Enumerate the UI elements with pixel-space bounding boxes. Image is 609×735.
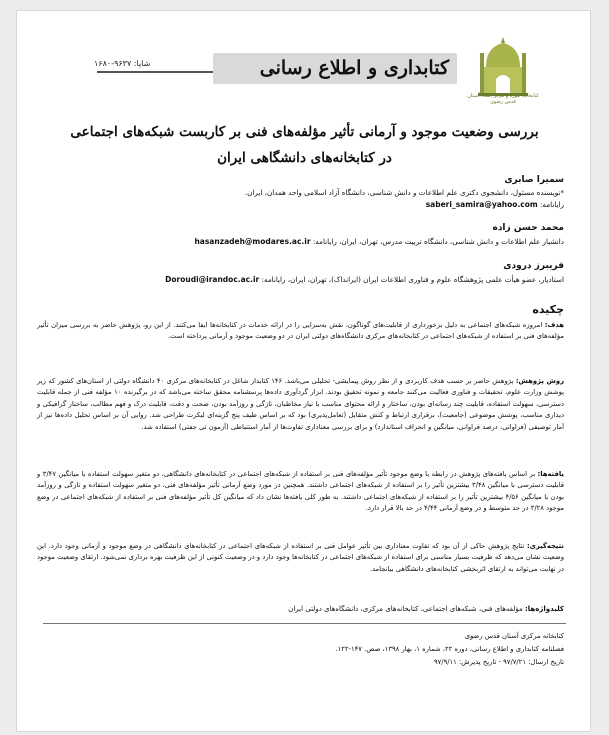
footer-dates: تاریخ ارسال: ۹۷/۷/۲۱ - تاریخ پذیرش: ۹۷/۹/۱۱	[433, 658, 564, 666]
author-1-email-label: رایانامه:	[540, 200, 564, 209]
paper-title-line-1: بررسی وضعیت موجود و آرمانی تأثیر مؤلفه‌های فنی بر کاربست شبکه‌های اجتماعی	[70, 124, 539, 140]
journal-header	[17, 11, 590, 116]
author-1-email-line	[426, 200, 564, 209]
author-2-email[interactable]: hasanzadeh@modares.ac.ir	[194, 237, 311, 246]
footer-publisher: کتابخانه مرکزی آستان قدس رضوی	[464, 632, 564, 640]
footer-divider	[43, 623, 566, 624]
author-2-name: محمد حسن زاده	[492, 223, 564, 233]
paper-page	[16, 10, 591, 732]
abstract-findings	[37, 469, 564, 515]
conclusion-label: نتیجه‌گیری:	[526, 542, 564, 550]
abstract-method	[37, 376, 564, 433]
abstract-heading: چکیده	[532, 303, 564, 316]
journal-banner	[213, 53, 457, 84]
goal-label: هدف:	[544, 321, 564, 329]
goal-text: امروزه شبکه‌های اجتماعی به دلیل برخورداری از قابلیت‌های گوناگون، نقش به‌سزایی را در ارائه خدمات در کتابخانه‌ها ایفا می‌کنند. از این رو، پژوهش حاضر به بررسی میزان تأثیر مؤلفه‌های فنی بر استفاده از شبکه‌های اجتماعی در کتابخانه‌های مرکزی دانشگاه‌های دولتی ایران در دو وضعیت موجود و آرمانی پرداخته است.	[37, 321, 564, 341]
author-2-affiliation: دانشیار علم اطلاعات و دانش شناسی، دانشگاه تربیت مدرس، تهران، ایران، رایانامه:	[312, 237, 564, 246]
author-1-affiliation: *نویسنده مسئول، دانشجوی دکتری علم اطلاعات و دانش شناسی، دانشگاه آزاد اسلامی واحد همدان، ایران.	[244, 188, 564, 197]
keywords-text: مؤلفه‌های فنی، شبکه‌های اجتماعی، کتابخانه‌های مرکزی، دانشگاه‌های دولتی ایران	[288, 605, 523, 613]
banner-rule	[97, 71, 213, 73]
author-3-email[interactable]: Doroudi@irandoc.ac.ir	[165, 275, 260, 284]
findings-label: یافته‌ها:	[537, 470, 564, 478]
author-1-name: سمیرا صابری	[504, 175, 564, 185]
method-label: روش پژوهش:	[515, 377, 564, 385]
keywords-label: کلیدواژه‌ها:	[524, 605, 564, 613]
conclusion-text: نتایج پژوهش حاکی از آن بود که تفاوت معناداری بین تأثیر عوامل فنی بر استفاده از شبکه‌های اجتماعی در کتابخانه‌های دانشگاهی در وضع موجود و آرمانی وجود دارد. این وضعیت نشان می‌دهد که ظرفیت بسیار مناسبی برای استفاده از شبکه‌های اجتماعی در کتابخانه‌ها وجود دارد و در وضعیت کنونی از این ظرفیت بهره برداری نمی‌شود. ارتقای وضعیت موجود در نهایت می‌تواند به ارتقای اثربخشی کتابخانه‌های دانشگاهی بیانجامد.	[37, 542, 564, 573]
author-3-affiliation: استادیار، عضو هیأت علمی پژوهشگاه علوم و فناوری اطلاعات ایران (ایرانداک)، تهران، ایران، رایانامه:	[261, 275, 564, 284]
author-1-email[interactable]: saberi_samira@yahoo.com	[425, 200, 538, 209]
logo-caption: کتابخانه، موزه و مرکز اسناد آستان قدس رضوی	[467, 93, 539, 105]
findings-text: بر اساس یافته‌های پژوهش در رابطه با وضع موجود تأثیر مؤلفه‌های فنی بر استفاده از شبکه‌های اجتماعی در کتابخانه‌های دانشگاهی، دو متغیر سهولت استفاده با میانگین ۳/۴۷ و قابلیت دسترسی با میانگین ۳/۴۸ بیشترین تأثیر را بر استفاده از شبکه‌های اجتماعی داشتند. همچنین در مورد وضع آرمانی تأثیر مؤلفه‌های فنی، دو متغیر سهولت استفاده و تازگی و روزآمد بودن با میانگین ۴/۵۶ بیشترین تأثیر را بر استفاده از شبکه‌های اجتماعی داشتند. به طور کلی یافته‌ها نشان داد که میانگین کل تأثیر مؤلفه‌های فنی بر استفاده از شبکه‌های اجتماعی در وضع موجود ۳/۲۸ در حد متوسط و در وضع آرمانی ۴/۴۴ در حد بالا قرار دارد.	[37, 470, 565, 513]
keywords-line	[288, 605, 564, 613]
abstract-conclusion	[37, 541, 564, 575]
method-text: پژوهش حاضر بر حسب هدف کاربردی و از نظر روش پیمایشی- تحلیلی می‌باشد. ۱۴۶ کتابدار شاغل در کتابخانه‌های مرکزی ۴۰ دانشگاه دولتی از استان‌های کشور که زیر پوشش وزارت علوم، تحقیقات و فناوری فعالیت می‌کنند جامعه و نمونه تحقیق بودند. ابزار گردآوری داده‌ها پرسشنامه محقق ساخته می‌باشد که در برگیرنده ۱۰ مؤلفه فنی از جمله قابلیت دسترسی، سهولت استفاده، قابلیت چند رسانه‌ای بودن، ساختار و ارائه محتوای مناسب با نیاز مخاطبان، تازگی و روزآمد بودن، صحت و دقت، قابلیت درک و فهم مطالب، ساختار گرافیکی و دیداری مناسب، پوشش موضوعی (جامعیت)، برقراری ارتباط و کنش متقابل (تعامل‌پذیری) بود که بر اساس طیف پنج گزینه‌ای لیکرت طراحی شد. روایی آن بر اساس تحلیل داده‌ها نیز از آمار توصیفی (فراوانی، درصد فراوانی، میانگین و انحراف استاندارد) و برای بررسی معناداری تفاوت‌ها از آمار استنباطی (آزمون تی جفتی) استفاده شد.	[37, 377, 564, 431]
journal-name: کتابداری و اطلاع رسانی	[259, 57, 449, 79]
paper-title-line-2: در کتابخانه‌های دانشگاهی ایران	[217, 150, 392, 166]
footer-citation: فصلنامه کتابداری و اطلاع رسانی، دوره ۲۲، شماره ۱، بهار ۱۳۹۸، صص. ۱۴۷-۱۲۲.	[335, 645, 564, 653]
issn-label: شاپا: ۹۶۳۷-۱۶۸۰	[94, 59, 151, 68]
author-2-line	[194, 237, 564, 246]
abstract-goal	[37, 320, 564, 343]
author-3-name: فریبرز درودی	[503, 261, 564, 271]
author-3-line	[165, 275, 564, 284]
